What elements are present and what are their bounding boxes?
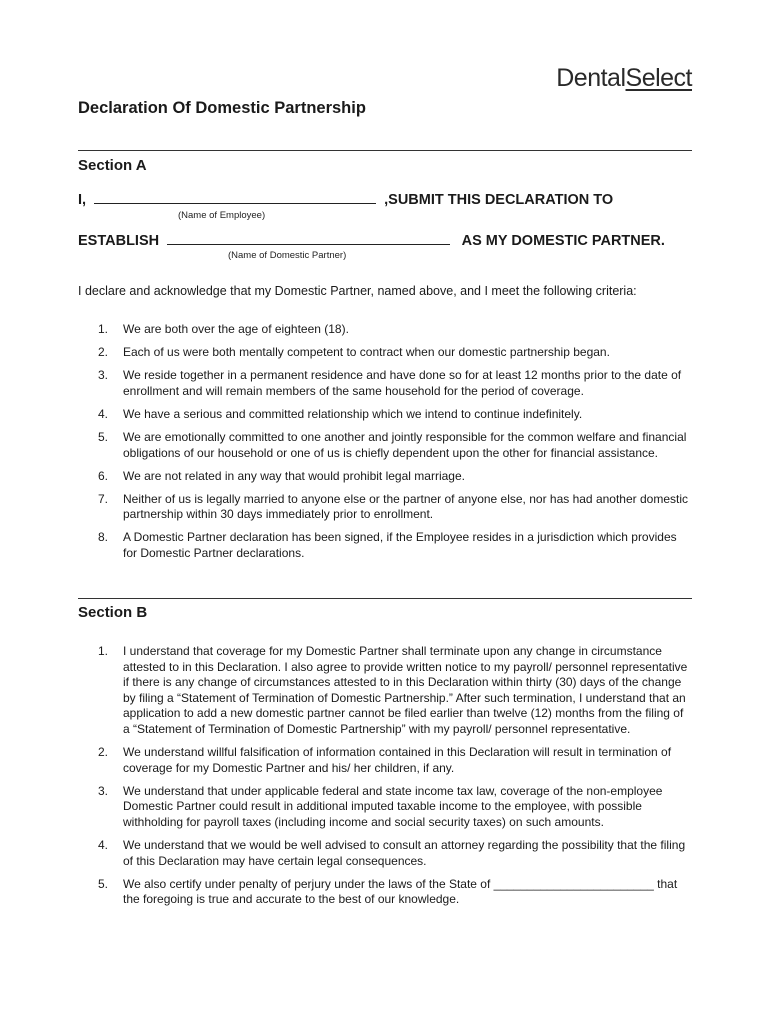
list-item: [78, 784, 688, 831]
list-item: [78, 469, 688, 485]
list-item: [78, 407, 688, 423]
list-item-text: We are emotionally committed to one another and jointly responsible for the common welfare and financial obligations of our household or one of us is chiefly dependent upon the other for financial assistance.: [123, 429, 687, 460]
list-item-number: 8.: [98, 530, 109, 545]
list-item-number: 2.: [98, 745, 109, 760]
partner-name-caption: (Name of Domestic Partner): [228, 250, 347, 261]
list-item-number: 6.: [98, 468, 109, 483]
list-item-text: Each of us were both mentally competent to contract when our domestic partnership began.: [123, 345, 610, 360]
list-item: [78, 644, 688, 738]
employee-line-suffix: ,SUBMIT THIS DECLARATION TO: [384, 192, 614, 208]
list-item-text: Neither of us is legally married to anyone else or the partner of anyone else, nor has had another domestic partnership within 30 days immediately prior to enrollment.: [123, 491, 688, 522]
acknowledgement-list: [78, 644, 688, 908]
logo-dental: Dental: [556, 64, 626, 92]
list-item: [78, 492, 688, 523]
employee-line: [78, 192, 613, 208]
document-title: Declaration Of Domestic Partnership: [78, 99, 366, 117]
list-item-text: I understand that coverage for my Domestic Partner shall terminate upon any change in circumstance attested to in this Declaration. I also agree to provide written notice to my payroll/ personnel representative if there is any change of circumstances attested to in this Declaration within thirty (30) days of the change by filing a “Statement of Termination of Domestic Partnership.” After such termination, I understand that an application to add a new domestic partner cannot be filed earlier than twelve (12) months from the filing of a “Statement of Termination of Domestic Partnership” with my payroll/ personnel representative.: [123, 644, 688, 736]
list-item-text: A Domestic Partner declaration has been signed, if the Employee resides in a jurisdiction which provides for Domestic Partner declarations.: [123, 530, 677, 561]
employee-name-caption: (Name of Employee): [178, 210, 266, 221]
criteria-list: [78, 322, 688, 562]
list-item: [78, 322, 688, 338]
divider-top: [78, 150, 692, 151]
list-item: [78, 430, 688, 461]
partner-name-field[interactable]: [167, 244, 450, 245]
list-item-number: 2.: [98, 345, 109, 360]
list-item-text: We are both over the age of eighteen (18).: [123, 322, 349, 336]
list-item: [78, 530, 688, 561]
list-item-number: 1.: [98, 644, 109, 658]
list-item-text: We understand that we would be well advised to consult an attorney regarding the possibility that the filing of this Declaration may have certain legal consequences.: [123, 838, 686, 868]
section-b-title: Section B: [78, 604, 148, 621]
list-item: [78, 838, 688, 869]
list-item-number: 5.: [98, 876, 109, 891]
list-item: [78, 745, 688, 776]
list-item-number: 4.: [98, 406, 109, 421]
list-item-number: 1.: [98, 322, 109, 336]
section-a-title: Section A: [78, 157, 147, 174]
list-item-text: We understand willful falsification of information contained in this Declaration will result in termination of coverage for my Domestic Partner and his/ her children, if any.: [123, 745, 672, 775]
partner-line: [78, 233, 665, 249]
list-item-text: We are not related in any way that would prohibit legal marriage.: [123, 468, 465, 483]
list-item-text: We understand that under applicable federal and state income tax law, coverage of the non-employee Domestic Partner could result in additional imputed taxable income to the employee, with possible withholding for payroll taxes (including income and social security taxes) on such amounts.: [123, 783, 663, 829]
logo-select: Select: [625, 64, 692, 92]
criteria-intro: I declare and acknowledge that my Domestic Partner, named above, and I meet the following criteria:: [78, 284, 637, 298]
employee-line-prefix: I,: [78, 192, 87, 208]
employee-name-field[interactable]: [94, 203, 376, 204]
partner-line-suffix: AS MY DOMESTIC PARTNER.: [461, 233, 665, 249]
partner-line-prefix: ESTABLISH: [78, 233, 160, 249]
list-item-number: 3.: [98, 783, 109, 798]
list-item-number: 5.: [98, 429, 109, 444]
divider-section-b: [78, 598, 692, 599]
list-item: [78, 877, 688, 908]
list-item-text: We also certify under penalty of perjury under the laws of the State of ________________________ that the foregoing is true and accurate to the best of our knowledge.: [123, 876, 678, 907]
list-item-text: We reside together in a permanent residence and have done so for at least 12 months prior to the date of enrollment and will remain members of the same household for the period of coverage.: [123, 368, 682, 398]
list-item: [78, 368, 688, 399]
list-item-number: 4.: [98, 838, 109, 853]
list-item-number: 7.: [98, 491, 109, 506]
list-item-text: We have a serious and committed relationship which we intend to continue indefinitely.: [123, 406, 583, 421]
list-item-number: 3.: [98, 368, 109, 383]
list-item: [78, 345, 688, 361]
dentalselect-logo: [556, 64, 692, 93]
